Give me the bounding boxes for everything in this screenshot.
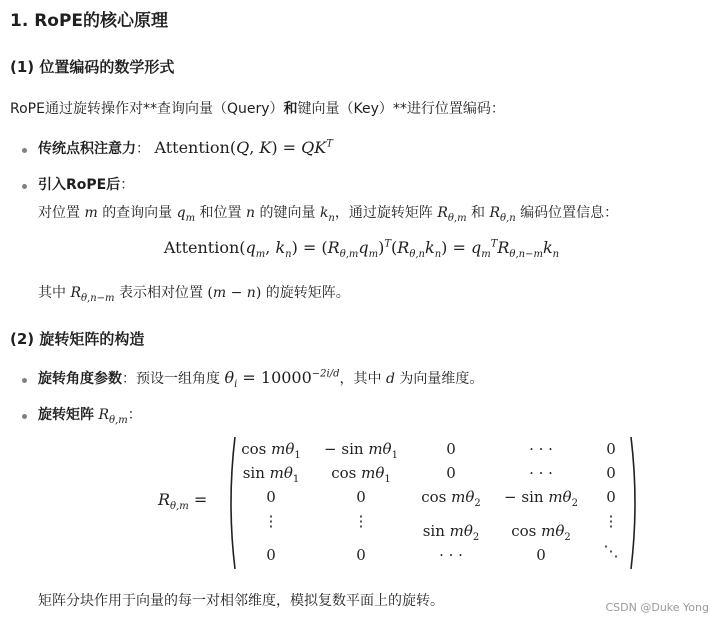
- matrix-cell: · · ·: [529, 464, 553, 482]
- rope-description: [38, 202, 618, 224]
- math-d: d: [385, 371, 395, 387]
- matrix-cell: $\cos m\theta_1$: [331, 464, 391, 485]
- attention-label: 传统点积注意力: [38, 141, 136, 157]
- rope-label: 引入RoPE后: [38, 177, 121, 193]
- matrix-cell: 0: [606, 464, 616, 482]
- matrix-cell: $\sin m\theta_1$: [242, 464, 300, 485]
- bullet-dot: [22, 184, 27, 189]
- math-r-theta-nm: $R_{\theta,n-m}$: [70, 285, 115, 304]
- math-r-theta-m: $R_{\theta,m}$: [98, 407, 128, 426]
- watermark: CSDN @Duke Yong: [605, 601, 709, 614]
- matrix-footer: 矩阵分块作用于向量的每一对相邻维度，模拟复数平面上的旋转。: [38, 593, 444, 609]
- desc-text: 的键向量: [259, 205, 316, 221]
- intro-paragraph: [10, 98, 505, 118]
- rotation-matrix: [226, 436, 640, 570]
- angle-label: 旋转角度参数: [38, 371, 122, 387]
- matrix-cell: ⋮: [603, 512, 619, 530]
- matrix-cell: 0: [446, 440, 456, 458]
- note-text: 其中: [38, 285, 66, 301]
- math-n: n: [246, 205, 256, 221]
- matrix-cell: ⋮: [263, 512, 279, 530]
- matrix-cell: 0: [266, 488, 276, 506]
- matrix-sep: ：: [127, 407, 142, 423]
- desc-text: 和: [471, 205, 486, 221]
- matrix-cell: 0: [446, 464, 456, 482]
- matrix-cell: · · ·: [529, 440, 553, 458]
- rope-attention-equation: $Attention(q_m$, $k_n) = (R_{\theta,m}q_m)^T(R_{\theta,n}k_n) = q_m^TR_{\theta,n-m}k_n$: [163, 238, 560, 261]
- attention-sep: ：: [136, 141, 150, 157]
- math-theta-formula: $\theta_i = 10000^{-2i/d}$: [224, 368, 340, 391]
- angle-text: 为向量维度。: [399, 371, 484, 387]
- intro-prefix: RoPE通过旋转操作对**查询向量（Query）: [10, 101, 284, 117]
- section2-heading: (2) 旋转矩阵的构造: [10, 330, 145, 348]
- matrix-label: 旋转矩阵: [38, 407, 94, 423]
- matrix-cell: 0: [356, 488, 366, 506]
- desc-text: 对位置: [38, 205, 80, 221]
- matrix-cell: $\cos m\theta_2$: [421, 488, 481, 509]
- matrix-bullet: [38, 404, 142, 426]
- matrix-cell: $\cos m\theta_1$: [241, 440, 301, 461]
- matrix-cell: ⋮: [353, 512, 369, 530]
- bullet-dot: [22, 148, 27, 153]
- note-text: 表示相对位置: [118, 285, 203, 301]
- section1-heading: (1) 位置编码的数学形式: [10, 58, 175, 76]
- matrix-lhs: $R_{\theta,m}$ =: [158, 490, 208, 513]
- bullet-dot: [22, 378, 27, 383]
- rope-sep: ：: [120, 177, 135, 193]
- matrix-cell: 0: [606, 440, 616, 458]
- angle-text: ，其中: [339, 371, 382, 387]
- matrix-cell: 0: [266, 546, 276, 564]
- math-m: m: [84, 205, 98, 221]
- math-m-minus-n: (m − n): [207, 285, 262, 301]
- desc-text: 编码位置信息：: [520, 205, 619, 221]
- bullet-dot: [22, 414, 27, 419]
- relative-note: [38, 282, 350, 304]
- matrix-cell: $\sin m\theta_2$: [422, 522, 480, 543]
- desc-text: 的查询向量: [102, 205, 173, 221]
- angle-text: ：预设一组角度: [122, 371, 220, 387]
- desc-text: ，通过旋转矩阵: [334, 205, 433, 221]
- note-text: 的旋转矩阵。: [265, 285, 350, 301]
- desc-text: 和位置: [199, 205, 242, 221]
- math-r-theta-n: $R_{\theta,n}$: [489, 205, 516, 224]
- attention-formula: Attention(Q, $K) = QK^T$: [154, 138, 333, 157]
- attention-bullet: [38, 138, 333, 158]
- rope-bullet: [38, 174, 134, 194]
- matrix-cell: 0: [356, 546, 366, 564]
- matrix-cell: · · ·: [439, 546, 463, 564]
- math-kn: $k_n$: [319, 205, 335, 224]
- matrix-cell: 0: [536, 546, 546, 564]
- intro-bold: 和: [283, 101, 298, 117]
- page-title: 1. RoPE的核心原理: [10, 11, 169, 31]
- intro-suffix: 键向量（Key）**进行位置编码：: [297, 101, 505, 117]
- matrix-cell: − $\sin m\theta_1$: [324, 440, 398, 461]
- angle-bullet: [38, 368, 483, 390]
- matrix-cell: $\cos m\theta_2$: [511, 522, 571, 543]
- matrix-cell: ⋱: [603, 542, 619, 560]
- matrix-cell: − $\sin m\theta_2$: [504, 488, 578, 509]
- matrix-cell: 0: [606, 488, 616, 506]
- math-qm: $q_m$: [176, 205, 196, 224]
- math-r-theta-m: $R_{\theta,m}$: [437, 205, 467, 224]
